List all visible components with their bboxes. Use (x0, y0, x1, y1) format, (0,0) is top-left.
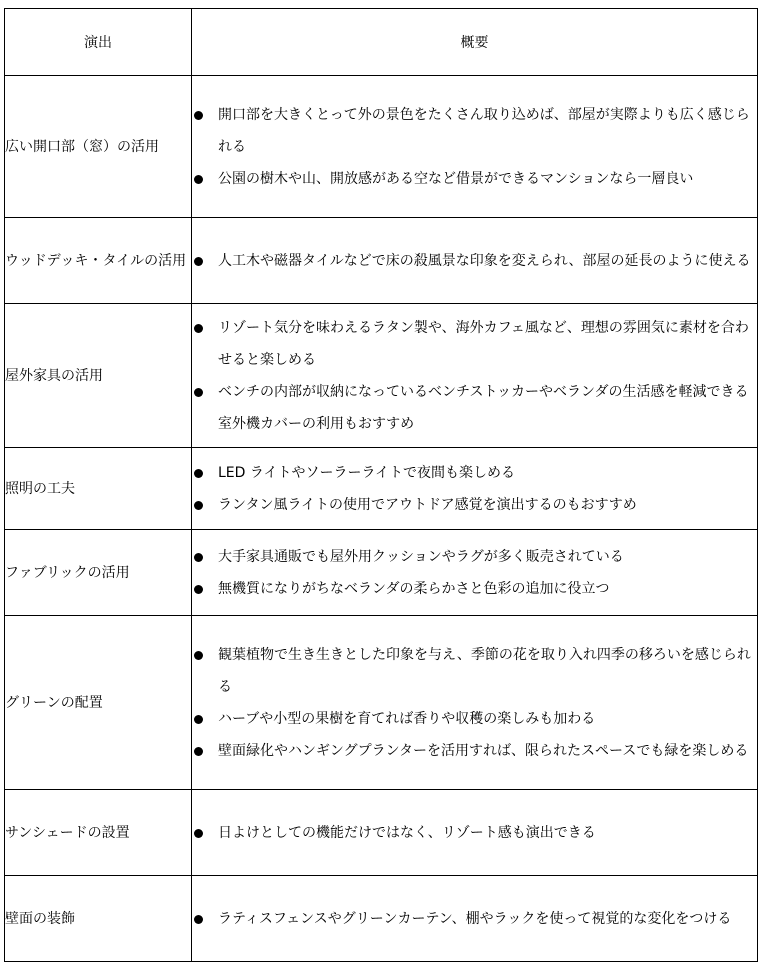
list-item: ベンチの内部が収納になっているベンチストッカーやベランダの生活感を軽減できる室外機カバーの利用もおすすめ (192, 376, 757, 440)
row-description (192, 790, 758, 876)
table-row (5, 448, 758, 530)
row-label: サンシェードの設置 (5, 790, 192, 876)
table-row (5, 530, 758, 616)
table-row (5, 790, 758, 876)
table-row (5, 218, 758, 304)
header-staging: 演出 (5, 9, 192, 76)
row-label: 照明の工夫 (5, 448, 192, 530)
row-label: 屋外家具の活用 (5, 304, 192, 448)
balcony-staging-table (4, 8, 758, 962)
row-description (192, 304, 758, 448)
row-label: グリーンの配置 (5, 616, 192, 790)
list-item: 壁面緑化やハンギングプランターを活用すれば、限られたスペースでも緑を楽しめる (192, 735, 757, 767)
row-description (192, 876, 758, 962)
list-item: 公園の樹木や山、開放感がある空など借景ができるマンションなら一層良い (192, 163, 757, 195)
list-item: 大手家具通販でも屋外用クッションやラグが多く販売されている (192, 541, 757, 573)
list-item: ラティスフェンスやグリーンカーテン、棚やラックを使って視覚的な変化をつける (192, 903, 757, 935)
list-item: 開口部を大きくとって外の景色をたくさん取り込めば、部屋が実際よりも広く感じられる (192, 99, 757, 163)
row-label: ファブリックの活用 (5, 530, 192, 616)
list-item: LED ライトやソーラーライトで夜間も楽しめる (192, 457, 757, 489)
list-item: ランタン風ライトの使用でアウトドア感覚を演出するのもおすすめ (192, 489, 757, 521)
header-row (5, 9, 758, 76)
table-row (5, 876, 758, 962)
row-description (192, 448, 758, 530)
header-overview: 概要 (192, 9, 758, 76)
list-item: 日よけとしての機能だけではなく、リゾート感も演出できる (192, 817, 757, 849)
table-row (5, 616, 758, 790)
list-item: 人工木や磁器タイルなどで床の殺風景な印象を変えられ、部屋の延長のように使える (192, 245, 757, 277)
row-description (192, 530, 758, 616)
list-item: リゾート気分を味わえるラタン製や、海外カフェ風など、理想の雰囲気に素材を合わせると楽しめる (192, 312, 757, 376)
table-row (5, 76, 758, 218)
row-label: ウッドデッキ・タイルの活用 (5, 218, 192, 304)
row-description (192, 76, 758, 218)
table-row (5, 304, 758, 448)
row-label: 壁面の装飾 (5, 876, 192, 962)
list-item: ハーブや小型の果樹を育てれば香りや収穫の楽しみも加わる (192, 703, 757, 735)
row-description (192, 218, 758, 304)
row-label: 広い開口部（窓）の活用 (5, 76, 192, 218)
row-description (192, 616, 758, 790)
list-item: 観葉植物で生き生きとした印象を与え、季節の花を取り入れ四季の移ろいを感じられる (192, 639, 757, 703)
list-item: 無機質になりがちなベランダの柔らかさと色彩の追加に役立つ (192, 573, 757, 605)
